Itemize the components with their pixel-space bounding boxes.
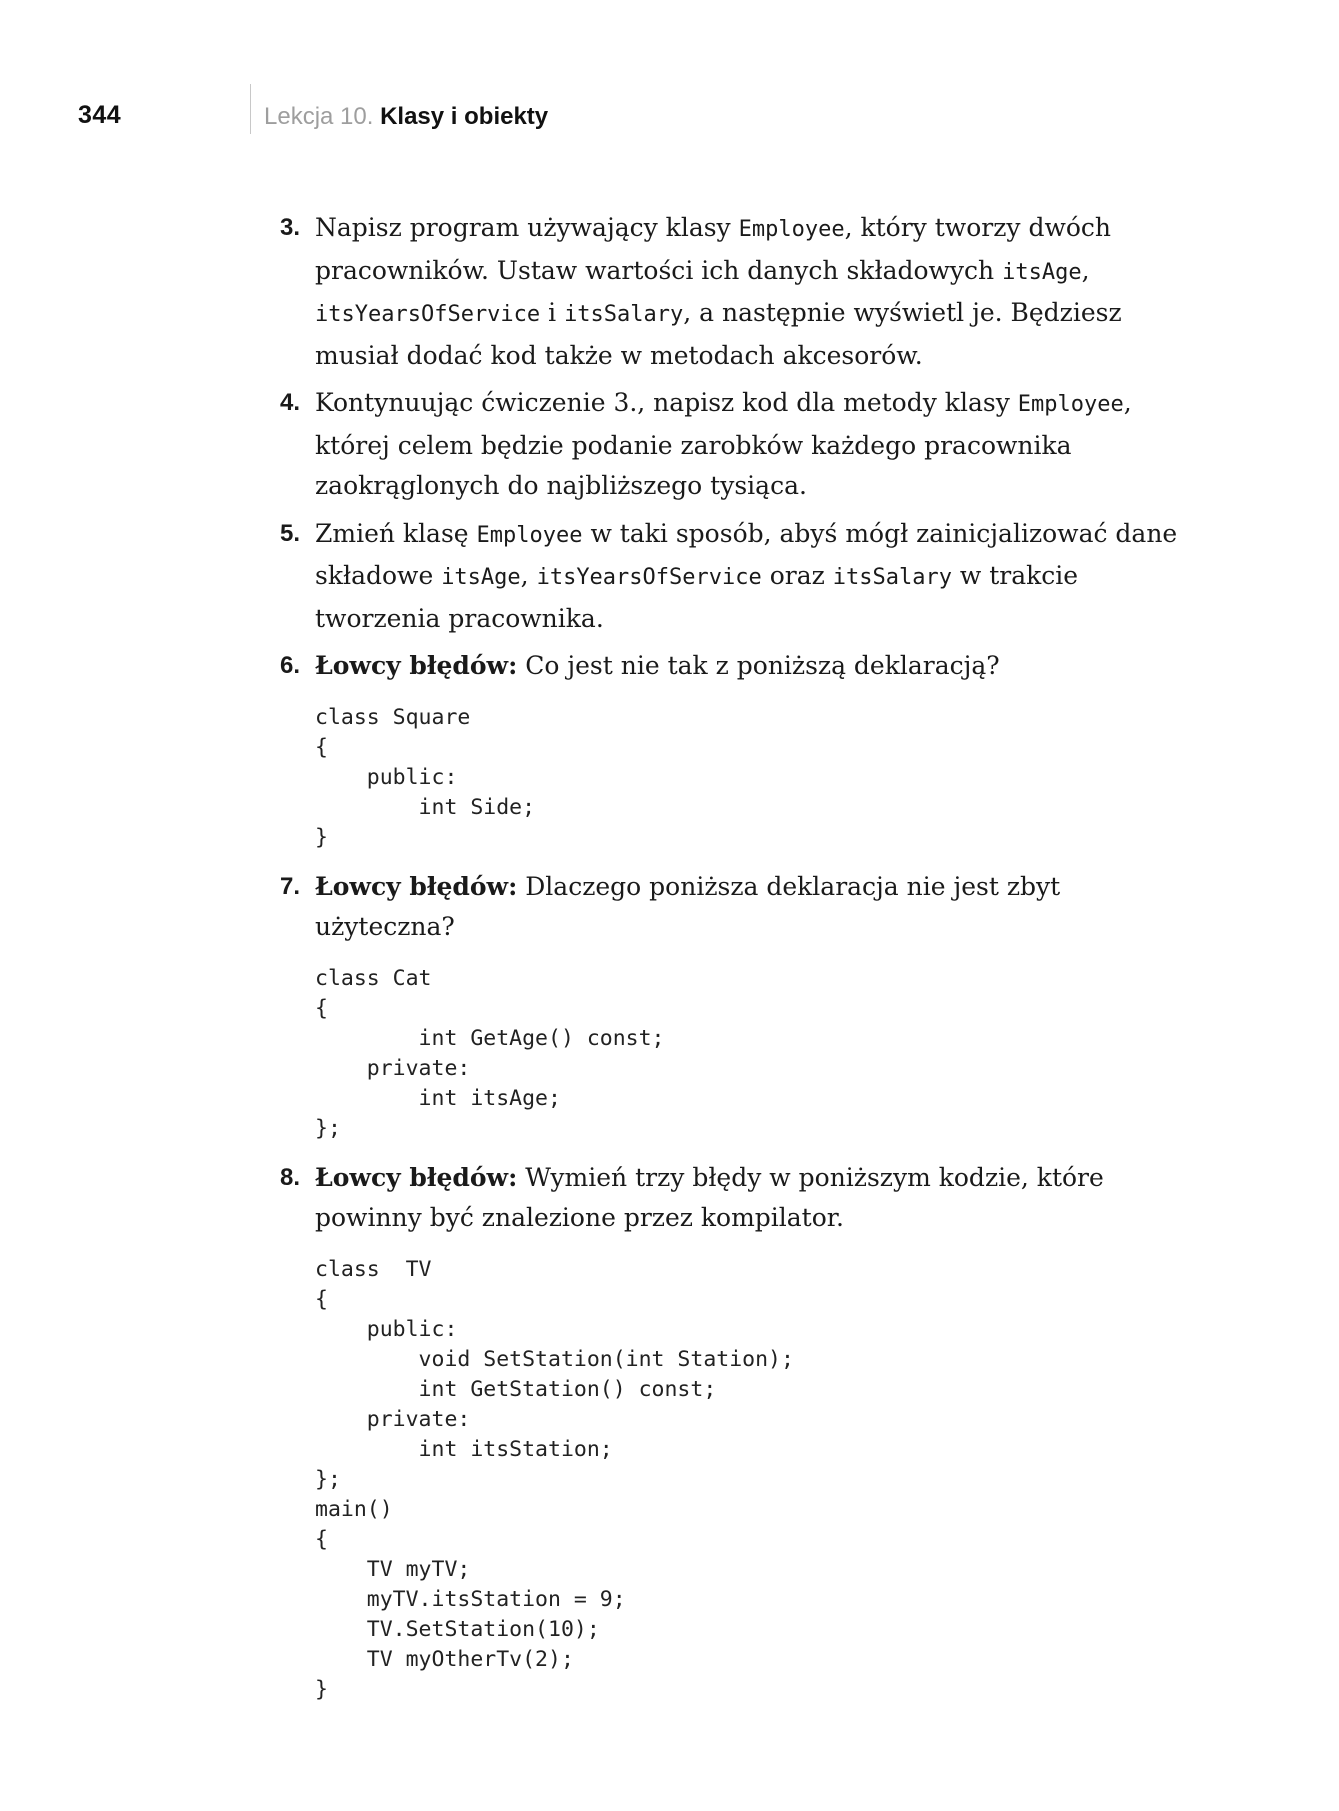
chapter-title: Klasy i obiekty — [380, 103, 549, 130]
exercise-text: Kontynuując ćwiczenie 3., napisz kod dla metody klasy — [315, 388, 1018, 417]
exercise-text: Zmień klasę — [315, 518, 477, 548]
exercise-4 — [270, 383, 1180, 507]
exercise-3 — [270, 208, 1180, 376]
exercise-text: w taki sposób, abyś mógł zainicjalizować dane składowe — [315, 518, 1178, 590]
exercise-lead: Łowcy błędów: — [315, 871, 518, 901]
running-title — [264, 103, 548, 131]
exercise-text: , który tworzy dwóch pracowników. Ustaw wartości ich danych składowych — [315, 213, 1111, 285]
exercise-text: , której celem będzie podanie zarobków każdego pracownika zaokrąglonych do najbliższego tysiąca. — [315, 388, 1132, 500]
code-term: itsYearsOfService — [536, 565, 762, 590]
code-term: itsAge — [1002, 259, 1082, 285]
page-header — [0, 0, 1339, 140]
exercise-text: , — [1081, 255, 1090, 285]
exercise-lead: Łowcy błędów: — [315, 651, 518, 680]
exercise-8 — [270, 1158, 1180, 1239]
exercise-text: , — [520, 561, 537, 590]
code-term: itsSalary — [832, 565, 952, 590]
header-divider — [250, 84, 251, 134]
exercise-text: Wymień trzy błędy w poniższym kodzie, które powinny być znalezione przez kompilator. — [315, 1162, 1104, 1232]
code-term: itsAge — [441, 565, 521, 590]
exercise-text: oraz — [761, 561, 833, 590]
exercise-5 — [270, 514, 1180, 640]
code-listing-tv: class TV { public: void SetStation(int Station); int GetStation() const; private: int itsStation; }; main() { TV myTV; myTV.itsStation = 9; TV.SetStation(10); TV myOtherTv(2); } — [315, 1256, 794, 1702]
code-term: itsSalary — [564, 302, 684, 327]
exercise-text: Napisz program używający klasy — [315, 213, 739, 242]
code-listing-square: class Square { public: int Side; } — [315, 704, 536, 850]
page-number: 344 — [78, 101, 122, 129]
code-term: Employee — [738, 217, 845, 242]
code-term: Employee — [476, 522, 583, 548]
exercise-text: i — [540, 298, 565, 327]
exercise-text: Dlaczego poniższa deklaracja nie jest zbyt użyteczna? — [315, 871, 1061, 941]
chapter-label: Lekcja 10. — [264, 103, 374, 130]
exercise-number: 3. — [280, 214, 301, 241]
exercise-number: 8. — [280, 1163, 301, 1191]
exercise-number: 7. — [280, 872, 301, 900]
exercise-7 — [270, 867, 1180, 948]
code-term: itsYearsOfService — [315, 302, 541, 327]
exercise-number: 6. — [280, 652, 301, 679]
exercise-text: Co jest nie tak z poniższą deklaracją? — [517, 651, 1000, 680]
code-term: Employee — [1017, 392, 1124, 417]
exercise-6 — [270, 646, 1180, 687]
exercise-text: , a następnie wyświetl je. Będziesz musiał dodać kod także w metodach akcesorów. — [315, 298, 1122, 370]
exercise-lead: Łowcy błędów: — [315, 1162, 518, 1192]
exercise-text: w trakcie tworzenia pracownika. — [315, 561, 1079, 633]
code-listing-cat: class Cat { int GetAge() const; private: int itsAge; }; — [315, 965, 665, 1141]
exercise-number: 5. — [280, 519, 301, 547]
exercise-number: 4. — [280, 389, 301, 416]
exercise-list — [270, 208, 1180, 1719]
